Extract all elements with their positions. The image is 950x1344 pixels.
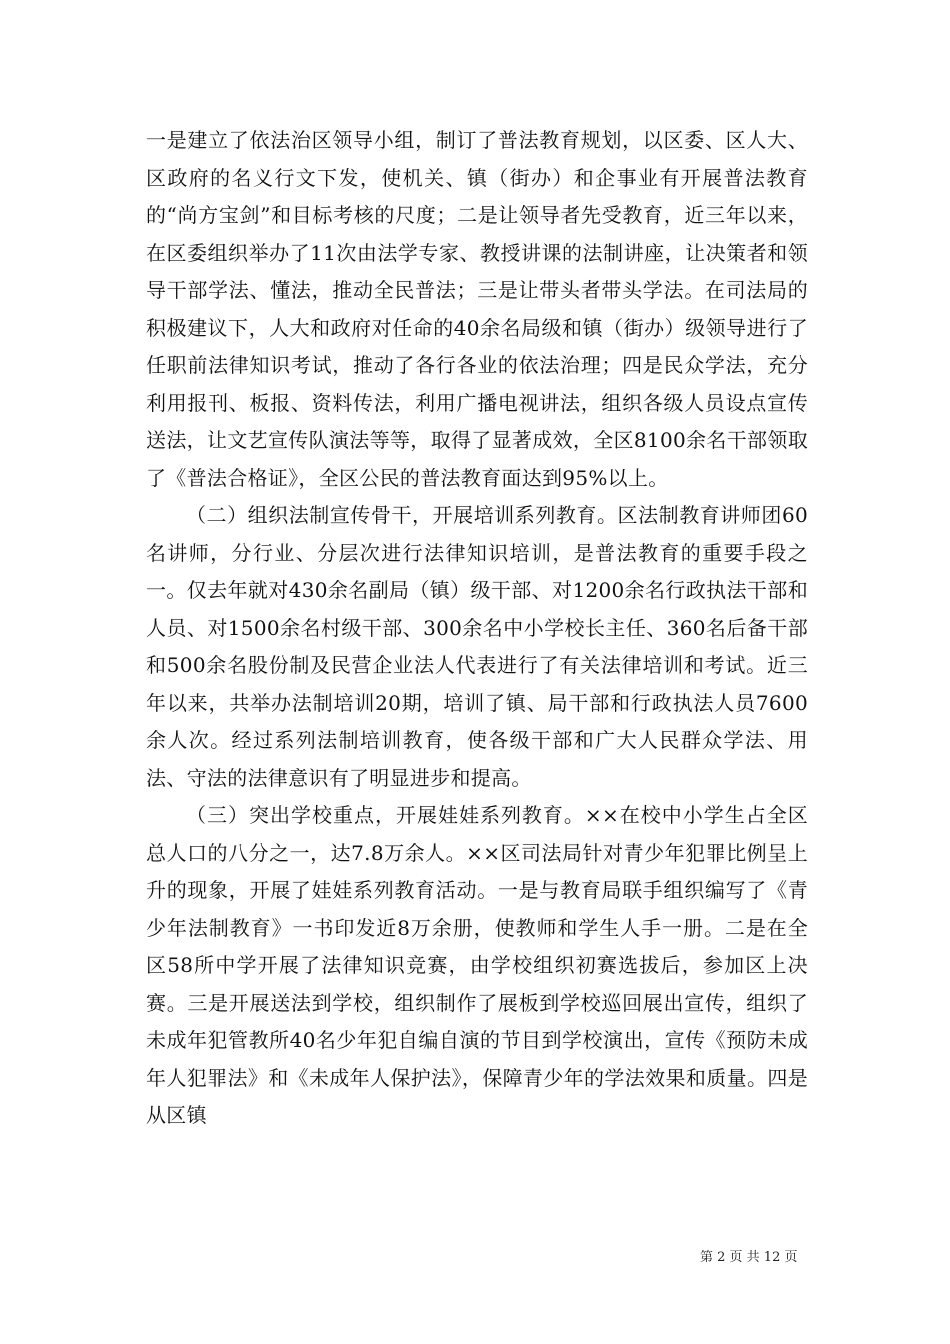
paragraph-2: （二）组织法制宣传骨干，开展培训系列教育。区法制教育讲师团60名讲师，分行业、分层次进行法律知识培训，是普法教育的重要手段之一。仅去年就对430余名副局（镇）级干部、对1200余名行政执法干部和人员、对1500余名村级干部、300余名中小学校长主任、360名后备干部和500余名股份制及民营企业法人代表进行了有关法律培训和考试。近三年以来，共举办法制培训20期，培训了镇、局干部和行政执法人员7600余人次。经过系列法制培训教育，使各级干部和广大人民群众学法、用法、守法的法律意识有了明显进步和提高。: [146, 503, 808, 790]
paragraph-1: 一是建立了依法治区领导小组，制订了普法教育规划，以区委、区人大、区政府的名义行文下发，使机关、镇（街办）和企事业有开展普法教育的“尚方宝剑”和目标考核的尺度；二是让领导者先受教育，近三年以来，在区委组织举办了11次由法学专家、教授讲课的法制讲座，让决策者和领导干部学法、懂法，推动全民普法；三是让带头者带头学法。在司法局的积极建议下，人大和政府对任命的40余名局级和镇（街办）级领导进行了任职前法律知识考试，推动了各行各业的依法治理；四是民众学法，充分利用报刊、板报、资料传法，利用广播电视讲法，组织各级人员设点宣传送法，让文艺宣传队演法等等，取得了显著成效，全区8100余名干部领取了《普法合格证》，全区公民的普法教育面达到95%以上。: [146, 128, 808, 490]
page-number-footer: 第 2 页 共 12 页: [700, 1250, 798, 1265]
paragraph-3: （三）突出学校重点，开展娃娃系列教育。××在校中小学生占全区总人口的八分之一，达7.8万余人。××区司法局针对青少年犯罪比例呈上升的现象，开展了娃娃系列教育活动。一是与教育局联手组织编写了《青少年法制教育》一书印发近8万余册，使教师和学生人手一册。二是在全区58所中学开展了法律知识竞赛，由学校组织初赛选拔后，参加区上决赛。三是开展送法到学校，组织制作了展板到学校巡回展出宣传，组织了未成年犯管教所40名少年犯自编自演的节目到学校演出，宣传《预防未成年人犯罪法》和《未成年人保护法》，保障青少年的学法效果和质量。四是从区镇: [146, 803, 808, 1127]
document-body: [146, 122, 808, 1135]
